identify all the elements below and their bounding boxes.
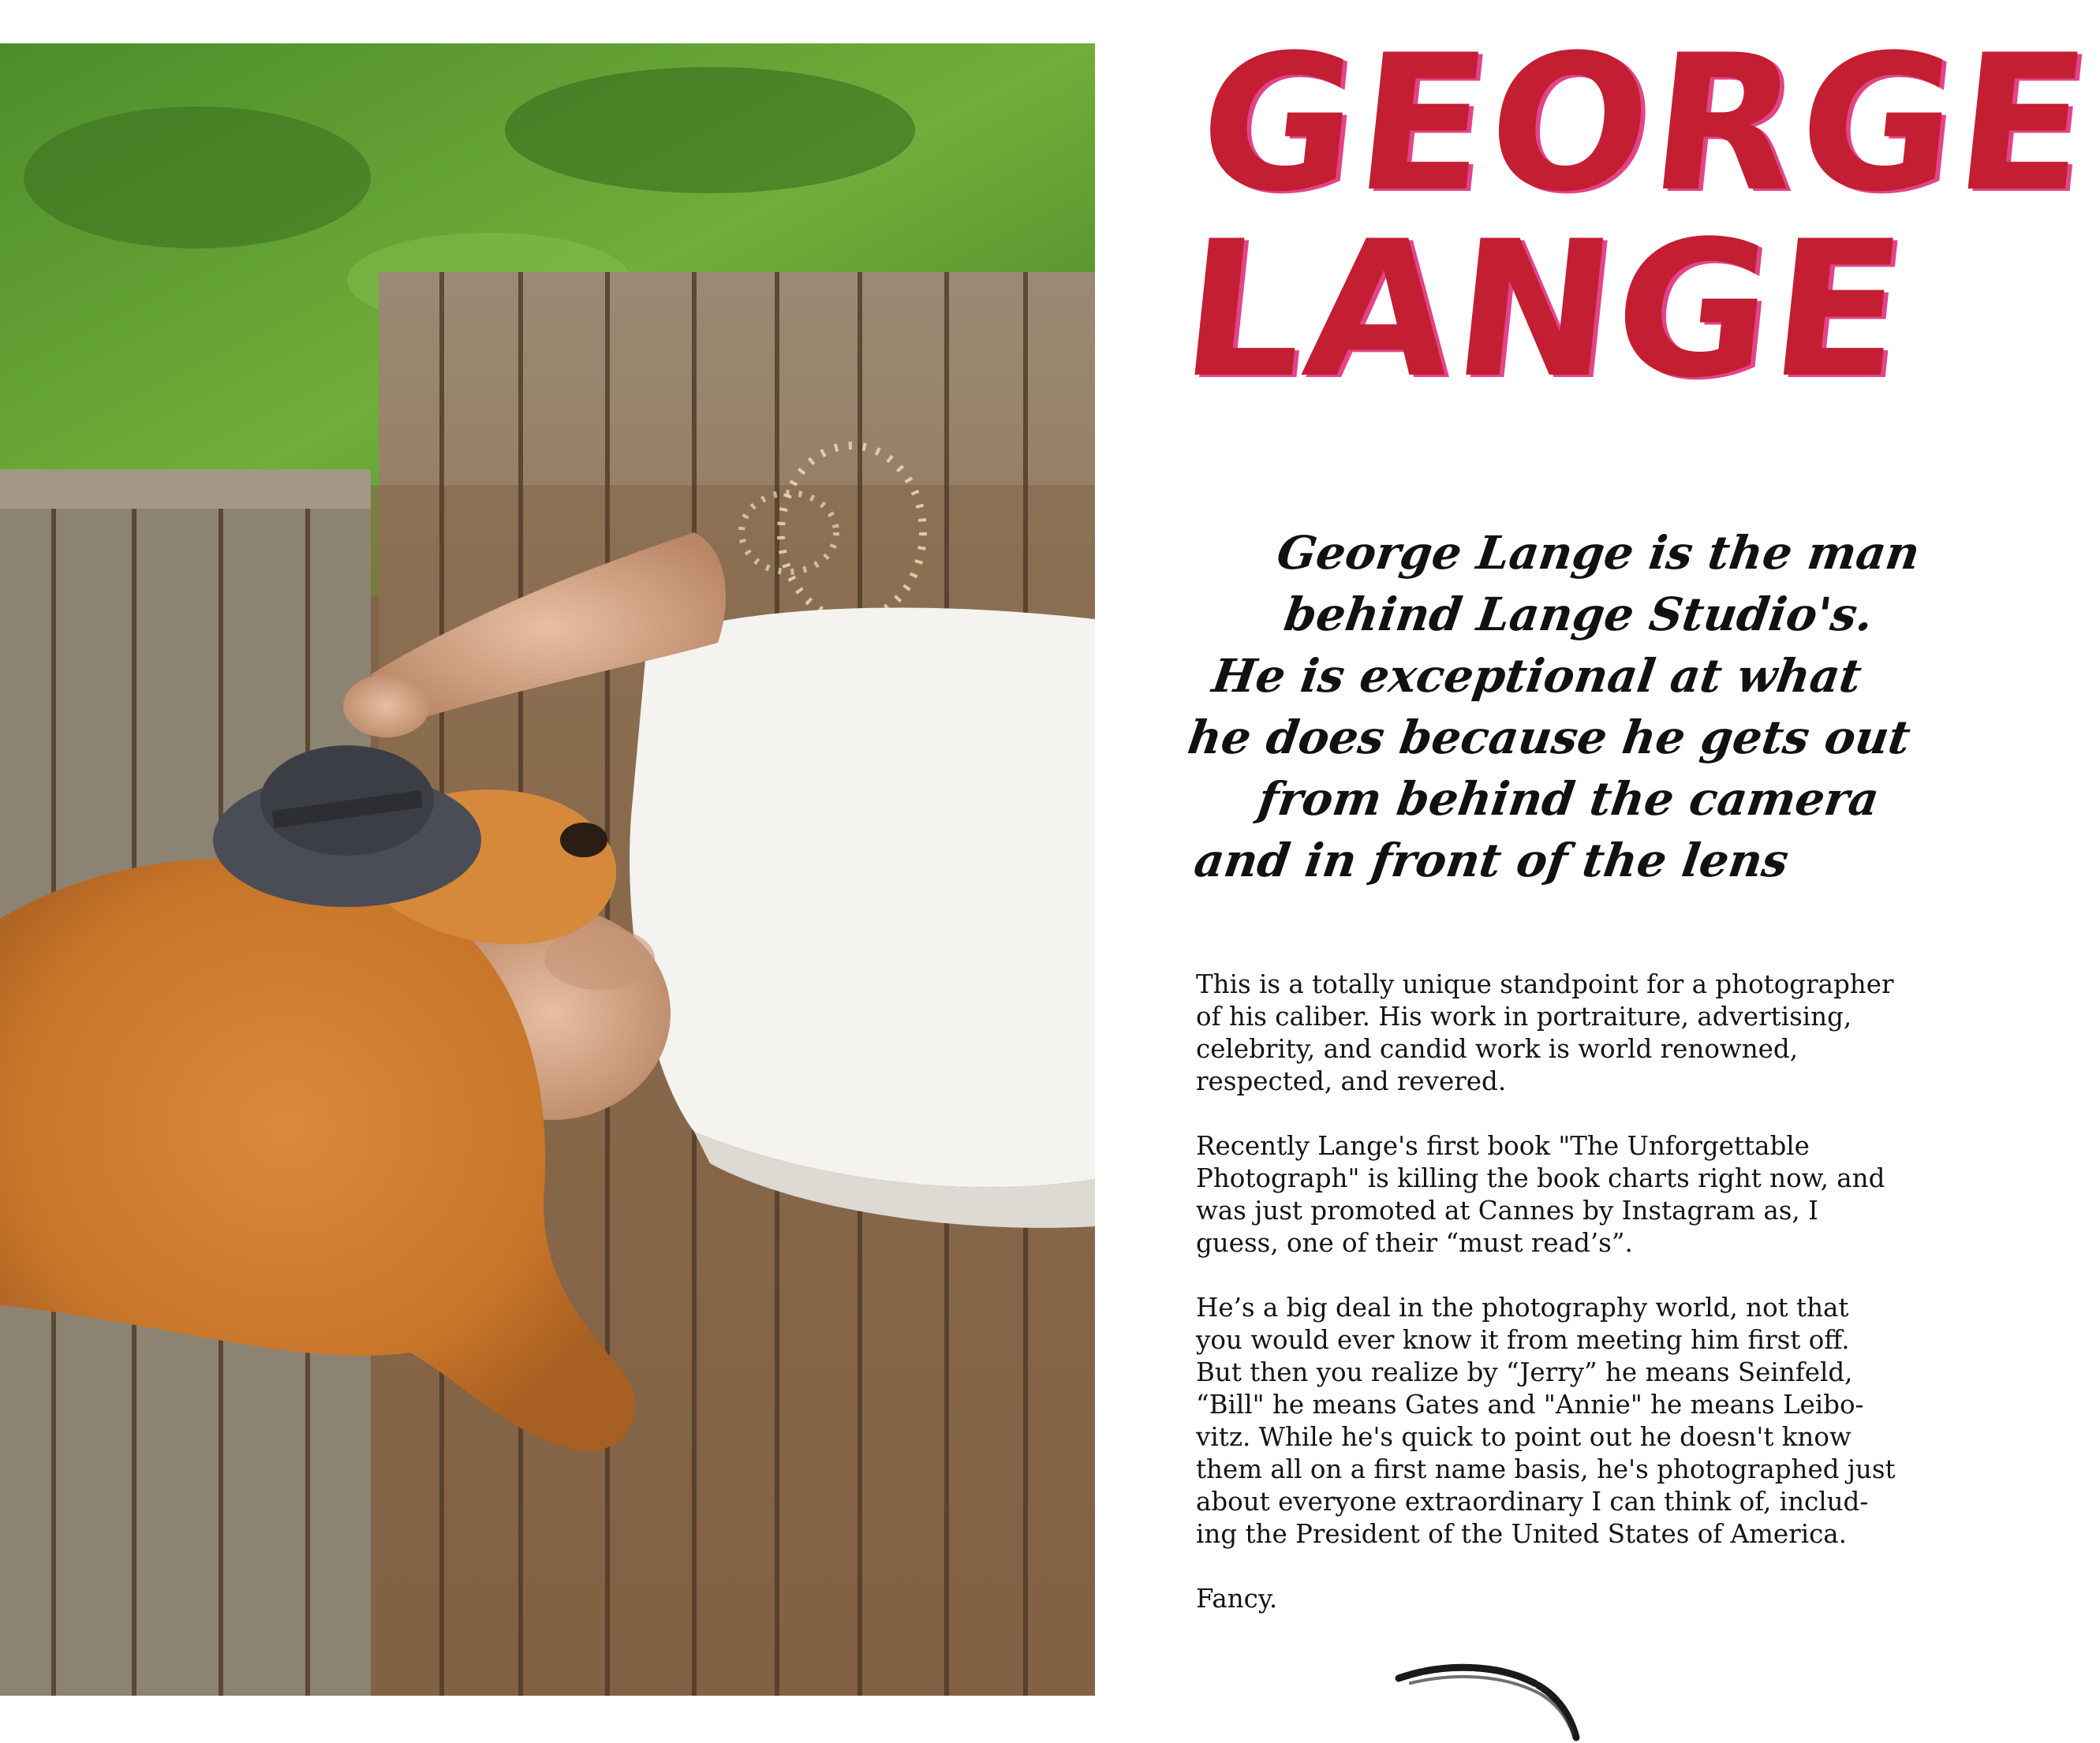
brush-stroke-decoration (1395, 1655, 1584, 1741)
text-line: Photograph" is killing the book charts right now, and (1196, 1163, 1885, 1193)
quote-line: and in front of the lens (1190, 834, 1792, 887)
text-line: Recently Lange's first book "The Unforgettable (1196, 1131, 1810, 1161)
title-heading (1171, 15, 2100, 420)
text-line: But then you realize by “Jerry” he means Seinfeld, (1196, 1357, 1853, 1387)
text-line: guess, one of their “must read’s”. (1196, 1228, 1633, 1258)
pull-quote (1167, 522, 1929, 891)
quote-line: from behind the camera (1254, 772, 1883, 826)
paragraph-4 (1196, 1583, 1922, 1615)
paragraph-1 (1196, 969, 1922, 1098)
title-line-2: LANGE (1172, 201, 1916, 420)
title-line-1: GEORGE (1189, 15, 2100, 233)
text-line: of his caliber. His work in portraiture, advertising, (1196, 1002, 1852, 1032)
paragraph-2 (1196, 1130, 1922, 1260)
text-line: He’s a big deal in the photography world, not that (1196, 1293, 1849, 1323)
photo-man-and-dog-on-deck (0, 43, 1095, 1696)
text-line: respected, and revered. (1196, 1066, 1507, 1096)
text-line: This is a totally unique standpoint for a photographer (1196, 969, 1894, 999)
text-line: you would ever know it from meeting him first off. (1196, 1325, 1850, 1355)
text-line: them all on a first name basis, he's photographed just (1196, 1454, 1896, 1484)
text-line: about everyone extraordinary I can think of, includ- (1196, 1487, 1869, 1517)
quote-line: he does because he gets out (1184, 711, 1914, 764)
paragraph-3 (1196, 1292, 1922, 1551)
quote-line: George Lange is the man (1273, 526, 1923, 580)
text-line: “Bill" he means Gates and "Annie" he means Leibo- (1196, 1390, 1864, 1420)
text-line: celebrity, and candid work is world renowned, (1196, 1034, 1799, 1064)
quote-line: He is exceptional at what (1209, 649, 1865, 703)
article-body (1196, 969, 1922, 1648)
text-line: ing the President of the United States of America. (1196, 1519, 1848, 1549)
text-line: was just promoted at Cannes by Instagram as, I (1196, 1196, 1818, 1226)
quote-line: behind Lange Studio's. (1280, 588, 1877, 641)
text-line: vitz. While he's quick to point out he doesn't know (1196, 1422, 1852, 1452)
text-line: Fancy. (1196, 1584, 1278, 1614)
